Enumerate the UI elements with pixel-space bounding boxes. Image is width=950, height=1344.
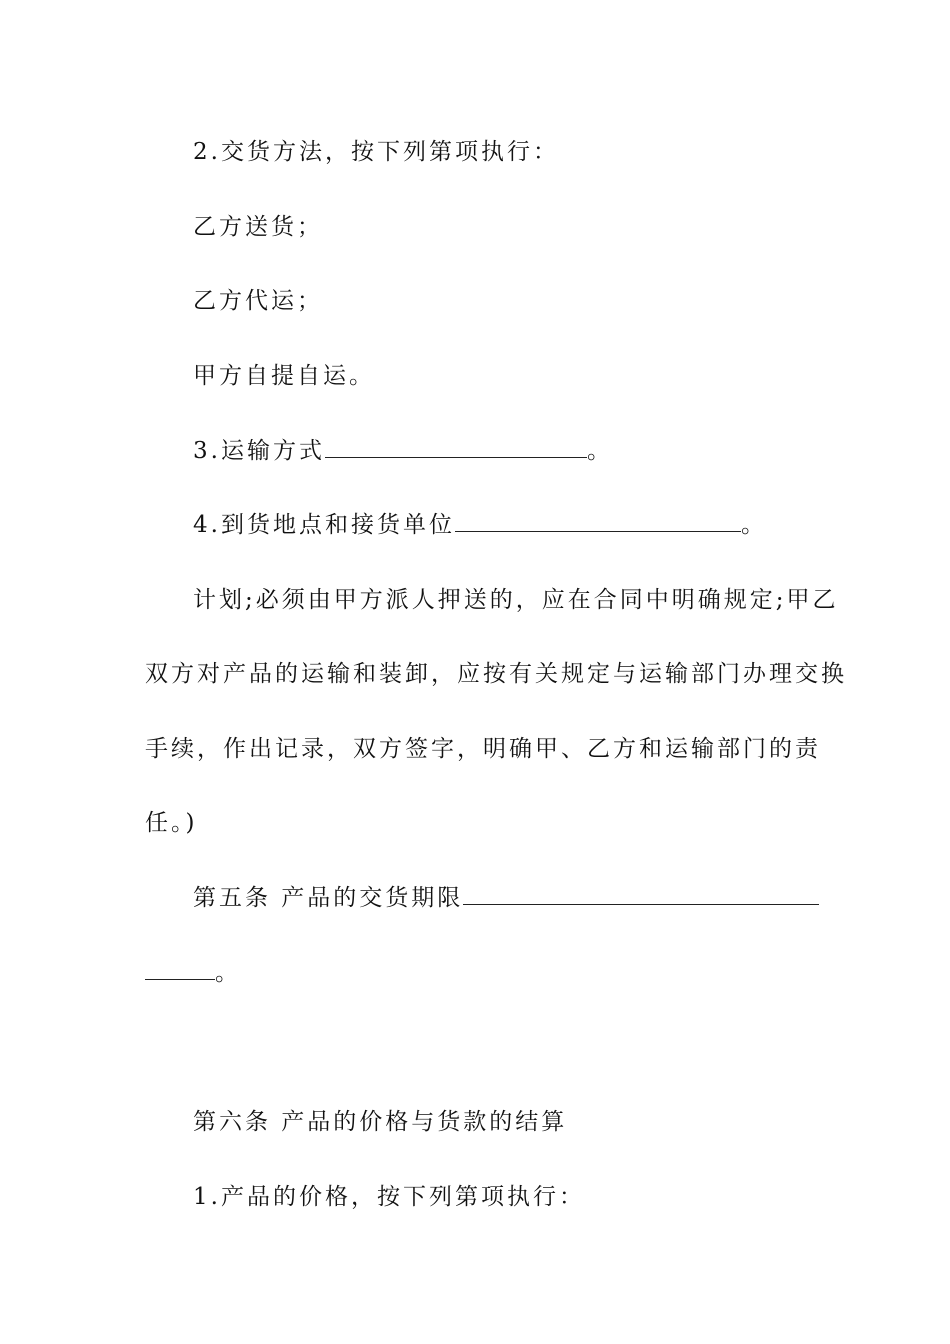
destination-label: 4.到货地点和接货单位: [193, 512, 455, 538]
transport-method-line: [193, 436, 613, 466]
delivery-option-seller-delivers: 乙方送货；: [193, 214, 323, 240]
delivery-period-blank[interactable]: [463, 884, 819, 905]
transport-method-end: 。: [586, 438, 613, 464]
delivery-option-buyer-pickup: 甲方自提自运。: [193, 363, 375, 389]
delivery-method-item: 2.交货方法，按下列第项执行：: [193, 139, 559, 165]
price-item: 1.产品的价格，按下列第项执行：: [193, 1184, 585, 1210]
article-five-label: 第五条 产品的交货期限: [193, 885, 464, 911]
destination-blank[interactable]: [455, 511, 741, 532]
destination-end: 。: [740, 512, 767, 538]
paragraph-line: 双方对产品的运输和装卸，应按有关规定与运输部门办理交换: [145, 661, 847, 687]
transport-method-blank[interactable]: [325, 437, 587, 458]
transport-method-label: 3.运输方式: [193, 438, 325, 464]
delivery-period-end: 。: [215, 960, 241, 986]
destination-line: [193, 510, 767, 540]
delivery-period-continuation: [145, 958, 241, 988]
delivery-period-blank-continued[interactable]: [145, 959, 215, 980]
paragraph-line: 任。): [145, 810, 198, 836]
paragraph-line: 手续，作出记录，双方签字，明确甲、乙方和运输部门的责: [145, 736, 821, 762]
delivery-option-seller-ships: 乙方代运；: [193, 288, 323, 314]
article-six-heading: 第六条 产品的价格与货款的结算: [193, 1109, 568, 1135]
article-five-line: [193, 883, 819, 913]
paragraph-line: 计划;必须由甲方派人押送的，应在合同中明确规定;甲乙: [193, 587, 839, 613]
